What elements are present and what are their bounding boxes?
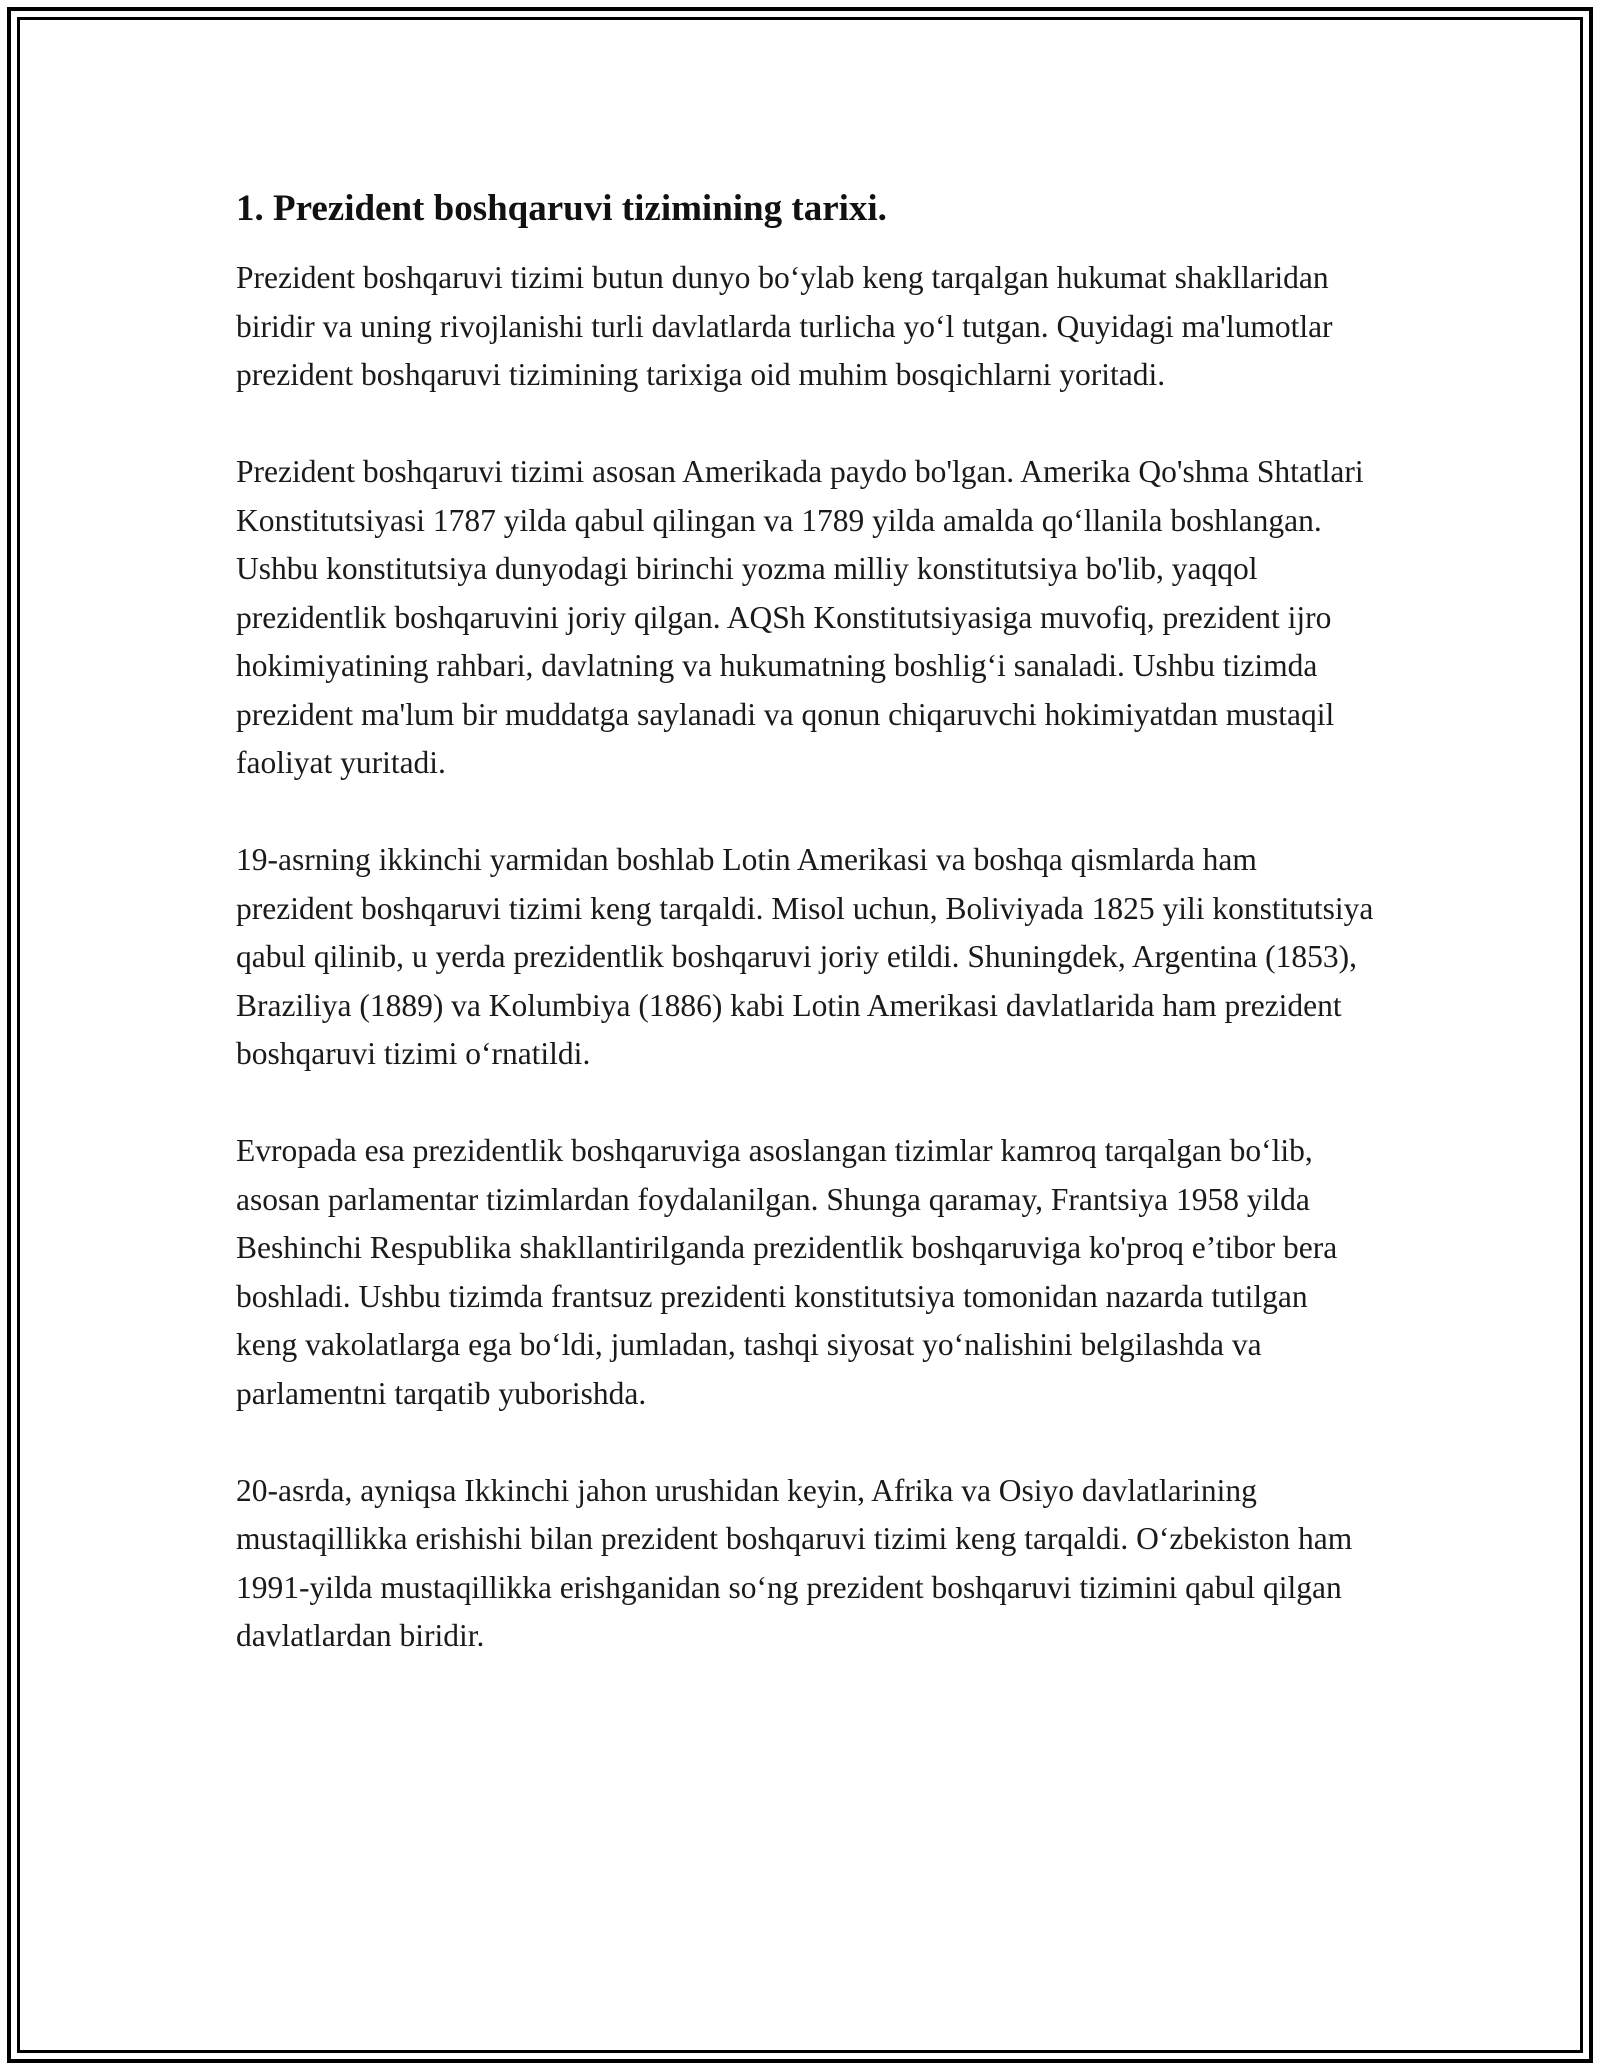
paragraph-20th-century: 20-asrda, ayniqsa Ikkinchi jahon urushidan keyin, Afrika va Osiyo davlatlarining mustaqillikka erishishi bilan prezident boshqaruvi tizimi keng tarqaldi. O‘zbekiston ham 1991-yilda mustaqillikka erishganidan so‘ng prezident boshqaruvi tizimini qabul qilgan davlatlardan biridir.	[236, 1472, 1353, 1653]
paragraph-america: Prezident boshqaruvi tizimi asosan Amerikada paydo bo'lgan. Amerika Qo'shma Shtatlari Konstitutsiyasi 1787 yilda qabul qilingan va 1789 yilda amalda qo‘llanila boshlangan. Ushbu konstitutsiya dunyodagi birinchi yozma milliy konstitutsiya bo'lib, yaqqol prezidentlik boshqaruvini joriy qilgan. AQSh Konstitutsiyasiga muvofiq, prezident ijro hokimiyatining rahbari, davlatning va hukumatning boshlig‘i sanaladi. Ushbu tizimda prezident ma'lum bir muddatga saylanadi va qonun chiqaruvchi hokimiyatdan mustaqil faoliyat yuritadi.	[236, 454, 1364, 780]
paragraph-intro: Prezident boshqaruvi tizimi butun dunyo bo‘ylab keng tarqalgan hukumat shakllaridan biridir va uning rivojlanishi turli davlatlarda turlicha yo‘l tutgan. Quyidagi ma'lumotlar prezident boshqaruvi tizimining tarixiga oid muhim bosqichlarni yoritadi.	[236, 260, 1333, 392]
paragraph-latin-america: 19-asrning ikkinchi yarmidan boshlab Lotin Amerikasi va boshqa qismlarda ham prezident boshqaruvi tizimi keng tarqaldi. Misol uchun, Boliviyada 1825 yili konstitutsiya qabul qilinib, u yerda prezidentlik boshqaruvi joriy etildi. Shuningdek, Argentina (1853), Braziliya (1889) va Kolumbiya (1886) kabi Lotin Amerikasi davlatlarida ham prezident boshqaruvi tizimi o‘rnatildi.	[236, 842, 1374, 1071]
paragraph-europe: Evropada esa prezidentlik boshqaruviga asoslangan tizimlar kamroq tarqalgan bo‘lib, asosan parlamentar tizimlardan foydalanilgan. Shunga qaramay, Frantsiya 1958 yilda Beshinchi Respublika shakllantirilganda prezidentlik boshqaruviga ko'proq e’tibor bera boshladi. Ushbu tizimda frantsuz prezidenti konstitutsiya tomonidan nazarda tutilgan keng vakolatlarga ega bo‘ldi, jumladan, tashqi siyosat yo‘nalishini belgilashda va parlamentni tarqatib yuborishda.	[236, 1133, 1338, 1411]
document-body	[236, 185, 1376, 1661]
section-heading: 1. Prezident boshqaruvi tizimining tarixi.	[236, 188, 887, 229]
